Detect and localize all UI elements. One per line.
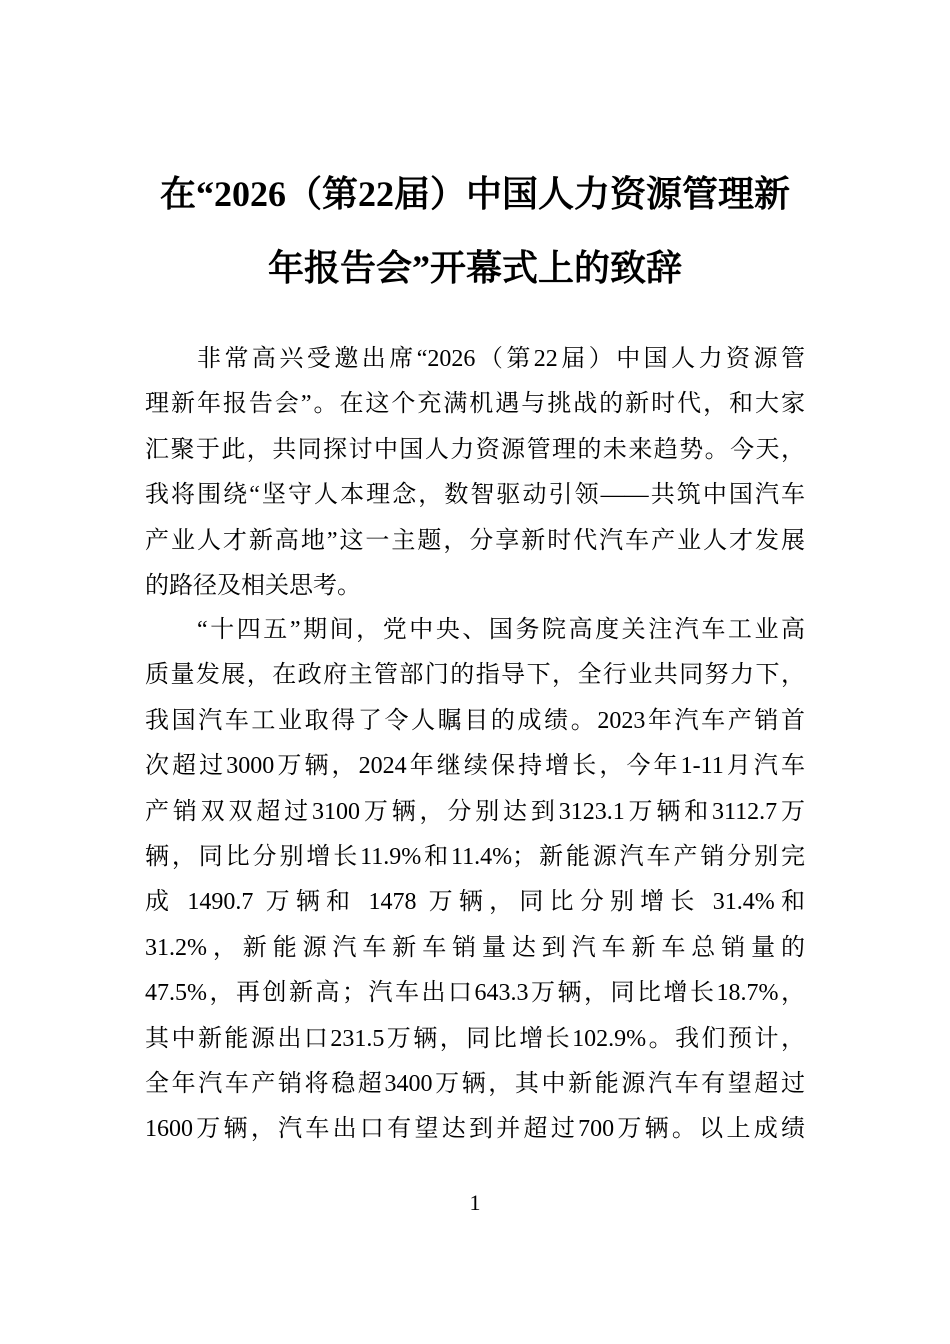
document-title-line-1: 在“2026（第22届）中国人力资源管理新 [159,174,790,214]
paragraph-2 [145,608,805,1153]
paragraph-line: 我国汽车工业取得了令人瞩目的成绩。2023年汽车产销首 [145,707,805,734]
paragraph-line: 辆，同比分别增长11.9%和11.4%；新能源汽车产销分别完 [145,843,805,870]
paragraph-line: 产业人才新高地”这一主题，分享新时代汽车产业人才发展 [145,527,805,554]
paragraph-line: 1600万辆，汽车出口有望达到并超过700万辆。以上成绩 [145,1116,805,1143]
document-title-line-2: 年报告会”开幕式上的致辞 [267,248,682,288]
paragraph-line: 理新年报告会”。在这个充满机遇与挑战的新时代，和大家 [145,391,805,418]
paragraph-line: 产销双双超过3100万辆，分别达到3123.1万辆和3112.7万 [145,798,805,825]
paragraph-line: 31.2%，新能源汽车新车销量达到汽车新车总销量的 [145,934,805,961]
paragraph-line: 非常高兴受邀出席“2026（第22届）中国人力资源管 [197,346,805,372]
paragraph-line: 的路径及相关思考。 [145,572,361,599]
paragraph-line: 我将围绕“坚守人本理念，数智驱动引领——共筑中国汽车 [145,482,805,509]
paragraph-line: “十四五”期间，党中央、国务院高度关注汽车工业高 [197,617,805,643]
paragraph-1 [145,337,805,609]
page-number: 1 [469,1190,481,1215]
paragraph-line: 全年汽车产销将稳超3400万辆，其中新能源汽车有望超过 [145,1070,805,1097]
paragraph-line: 47.5%，再创新高；汽车出口643.3万辆，同比增长18.7%， [145,980,805,1007]
paragraph-line: 质量发展，在政府主管部门的指导下，全行业共同努力下， [145,662,805,689]
paragraph-line: 其中新能源出口231.5万辆，同比增长102.9%。我们预计， [145,1025,805,1052]
paragraph-line: 成 1490.7 万辆和 1478 万辆，同比分别增长 31.4%和 [145,889,805,916]
paragraph-line: 次超过3000万辆，2024年继续保持增长，今年1-11月汽车 [145,753,805,780]
paragraph-line: 汇聚于此，共同探讨中国人力资源管理的未来趋势。今天， [145,436,805,463]
